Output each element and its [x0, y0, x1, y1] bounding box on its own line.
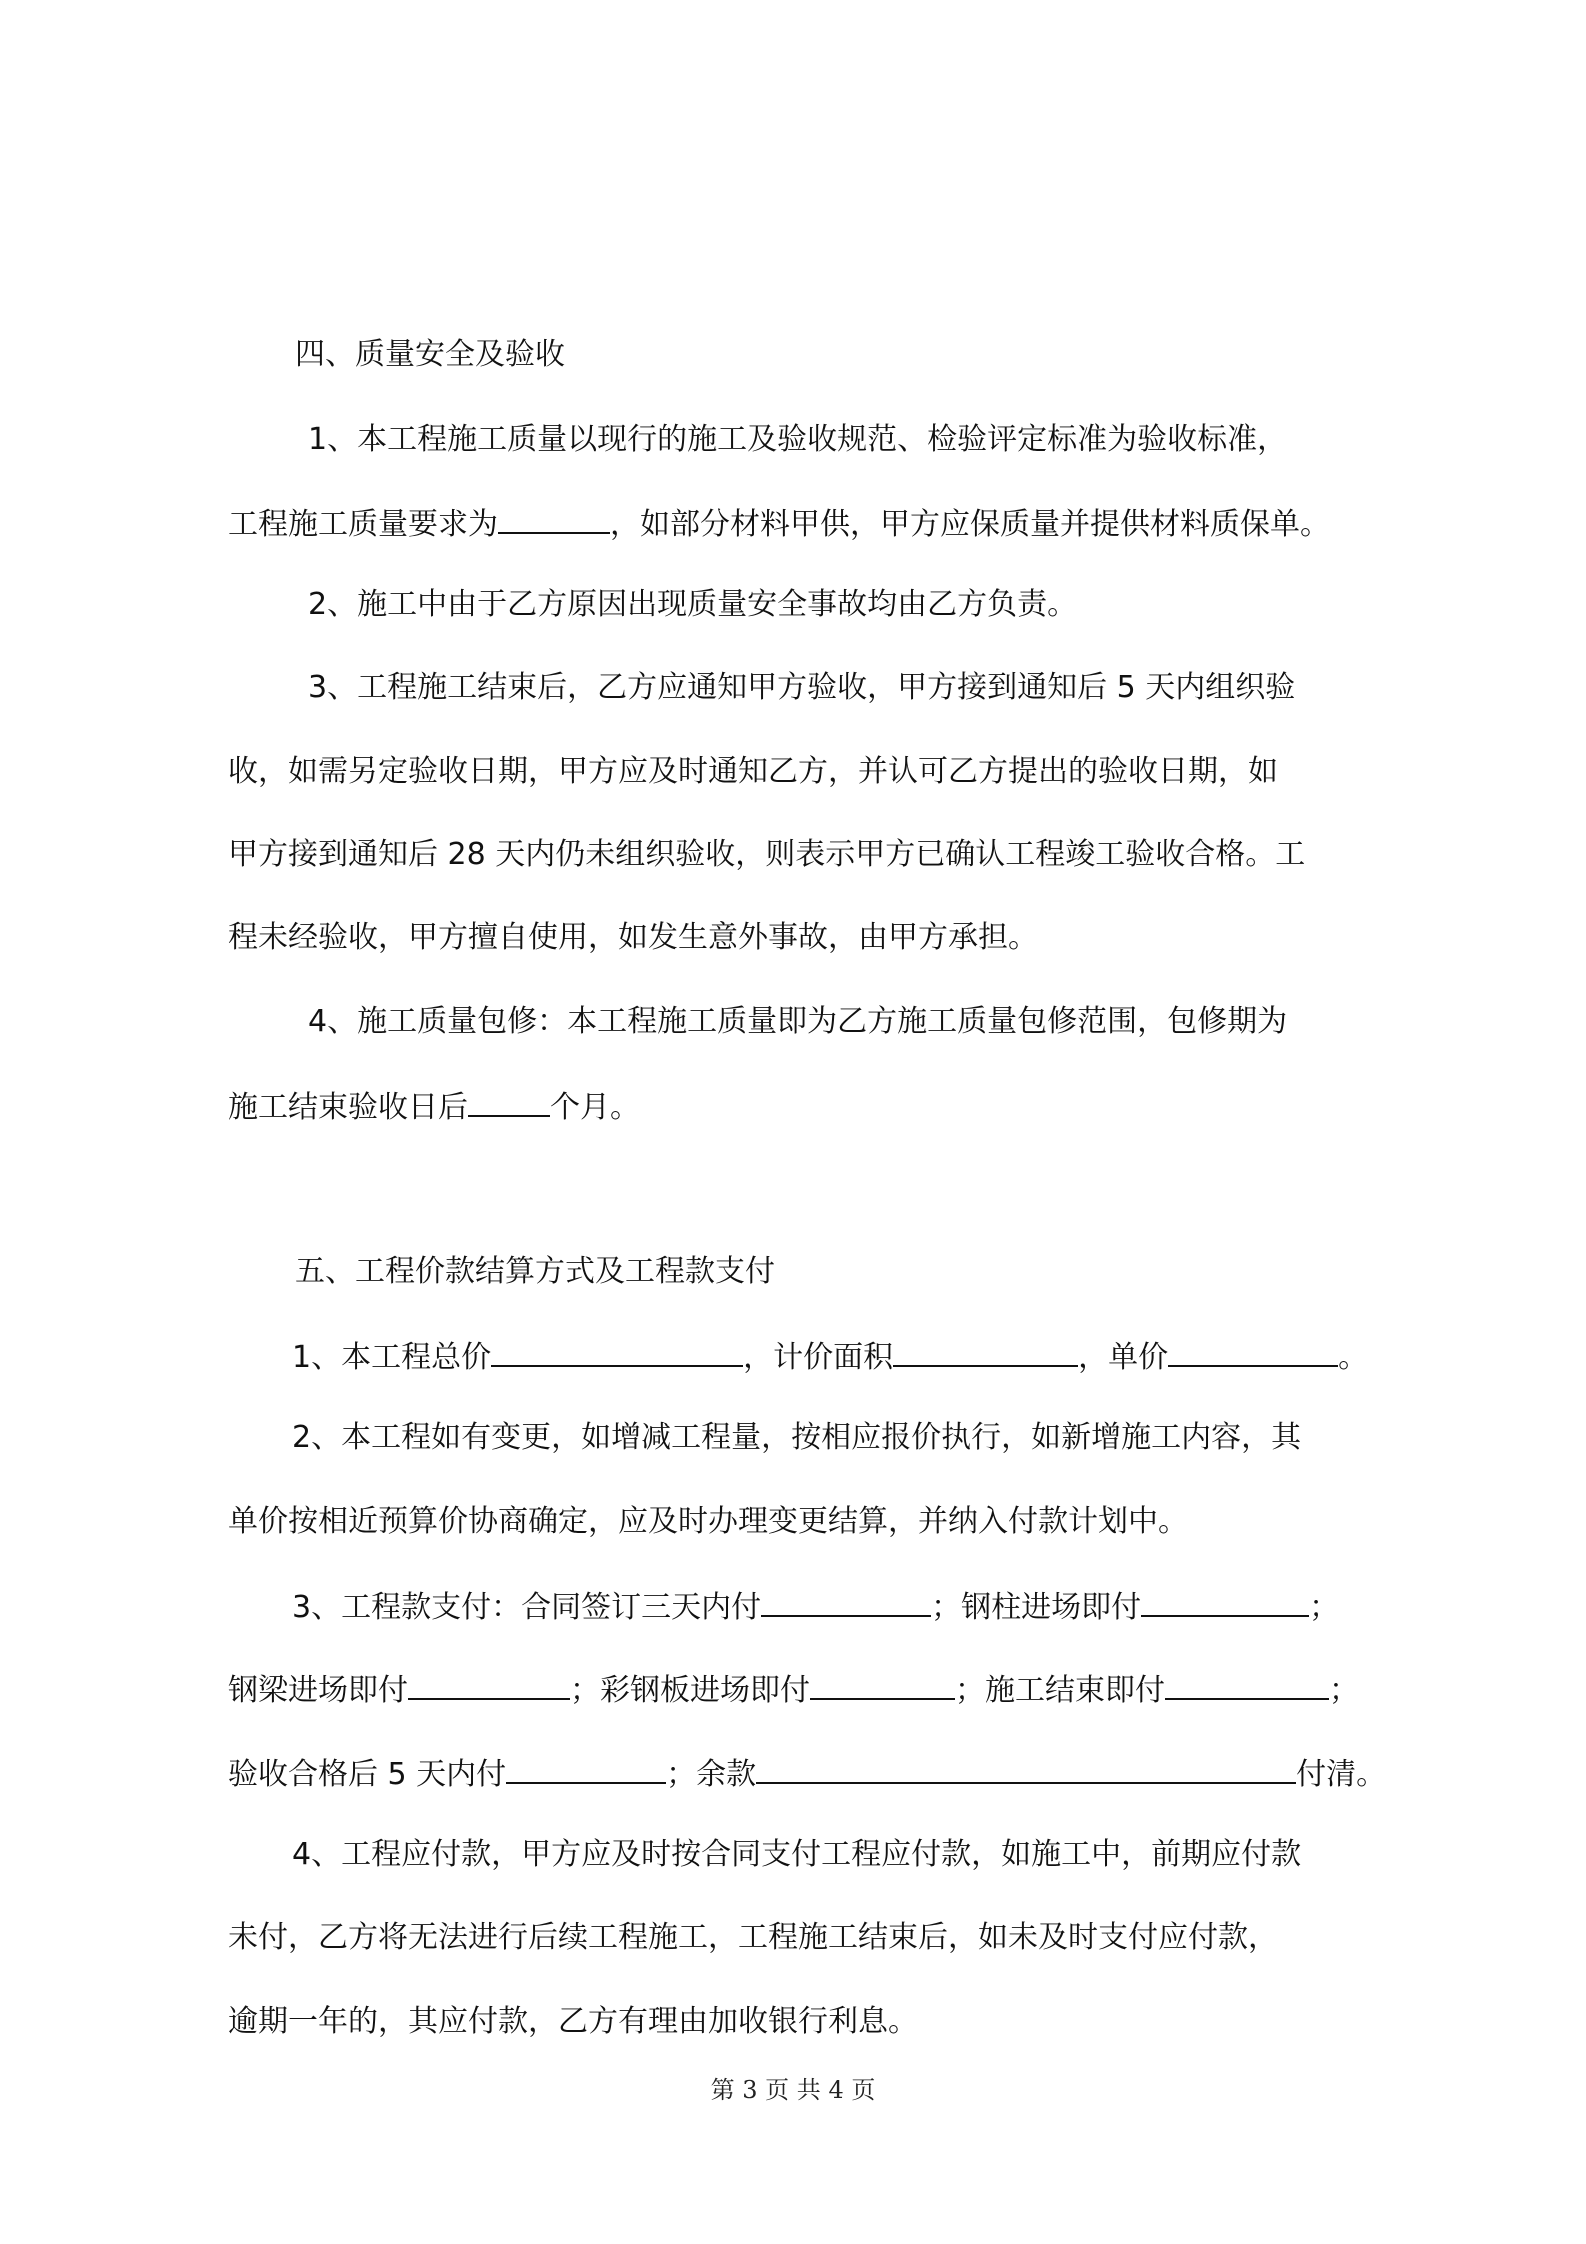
balance-label: ；余款 — [666, 1757, 757, 1792]
payment-contract-label: 3、工程款支付：合同签订三天内付 — [292, 1590, 762, 1625]
quality-requirement-blank — [498, 502, 610, 534]
area-blank — [893, 1335, 1078, 1367]
section-5-item-3-line-2 — [0, 1668, 1586, 1711]
section-5-heading: 五、工程价款结算方式及工程款支付 — [295, 1254, 775, 1289]
section-5-item-2-line-1: 2、本工程如有变更，如增减工程量，按相应报价执行，如新增施工内容，其 — [292, 1420, 1302, 1455]
page-number: 第 3 页 共 4 页 — [710, 2076, 876, 2104]
section-5-item-4-line-1: 4、工程应付款，甲方应及时按合同支付工程应付款，如施工中，前期应付款 — [292, 1837, 1302, 1872]
unit-price-blank — [1168, 1335, 1338, 1367]
section-5-item-4-line-2: 未付，乙方将无法进行后续工程施工，工程施工结束后，如未及时支付应付款， — [228, 1920, 1278, 1955]
section-4-item-3-line-2: 收，如需另定验收日期，甲方应及时通知乙方，并认可乙方提出的验收日期，如 — [228, 754, 1278, 789]
payment-beam-blank — [408, 1668, 570, 1700]
section-5-item-4-line-3: 逾期一年的，其应付款，乙方有理由加收银行利息。 — [228, 2004, 918, 2039]
section-4-item-2: 2、施工中由于乙方原因出现质量安全事故均由乙方负责。 — [308, 587, 1078, 622]
payment-column-label: ；钢柱进场即付 — [931, 1590, 1142, 1625]
payment-acceptance-label: 验收合格后 5 天内付 — [228, 1757, 507, 1792]
section-5-item-3-line-1 — [0, 1585, 1586, 1628]
warranty-unit: 个月。 — [550, 1090, 640, 1125]
section-5-item-2-line-2: 单价按相近预算价协商确定，应及时办理变更结算，并纳入付款计划中。 — [228, 1504, 1188, 1539]
section-4-item-3-line-1: 3、工程施工结束后，乙方应通知甲方验收，甲方接到通知后 5 天内组织验 — [308, 670, 1296, 705]
line-end-1: ； — [1309, 1590, 1340, 1625]
quality-requirement-label: 工程施工质量要求为 — [228, 507, 498, 542]
payment-finish-label: ；施工结束即付 — [955, 1673, 1165, 1708]
area-label: ，计价面积 — [743, 1340, 894, 1375]
unit-price-label: ，单价 — [1078, 1340, 1169, 1375]
payment-panel-label: ；彩钢板进场即付 — [570, 1673, 810, 1708]
total-price-blank — [491, 1335, 743, 1367]
payment-beam-label: 钢梁进场即付 — [228, 1673, 408, 1708]
section-4-heading: 四、质量安全及验收 — [295, 337, 565, 372]
payment-acceptance-blank — [506, 1752, 666, 1784]
payment-contract-blank — [761, 1585, 931, 1617]
section-5-item-3-line-3 — [0, 1752, 1586, 1795]
warranty-months-blank — [468, 1085, 550, 1117]
section-4-item-1-line-1: 1、本工程施工质量以现行的施工及验收规范、检验评定标准为验收标准， — [308, 422, 1288, 457]
section-4-item-4-line-2 — [0, 1085, 1586, 1128]
section-4-item-3-line-4: 程未经验收，甲方擅自使用，如发生意外事故，由甲方承担。 — [228, 920, 1038, 955]
section-4-item-1-line-2 — [0, 502, 1586, 545]
section-4-item-3-line-3: 甲方接到通知后 28 天内仍未组织验收，则表示甲方已确认工程竣工验收合格。工 — [228, 837, 1306, 872]
balance-tail: 付清。 — [1296, 1757, 1387, 1792]
section-4-item-4-line-1: 4、施工质量包修：本工程施工质量即为乙方施工质量包修范围，包修期为 — [308, 1004, 1288, 1039]
payment-column-blank — [1141, 1585, 1309, 1617]
section-5-item-1 — [0, 1335, 1586, 1378]
payment-finish-blank — [1165, 1668, 1329, 1700]
balance-blank — [756, 1752, 1296, 1784]
total-price-label: 1、本工程总价 — [292, 1340, 492, 1375]
item-1-end: 。 — [1338, 1340, 1369, 1375]
line-end-2: ； — [1329, 1673, 1359, 1708]
quality-requirement-tail: ，如部分材料甲供，甲方应保质量并提供材料质保单。 — [610, 507, 1330, 542]
warranty-label: 施工结束验收日后 — [228, 1090, 468, 1125]
payment-panel-blank — [810, 1668, 955, 1700]
